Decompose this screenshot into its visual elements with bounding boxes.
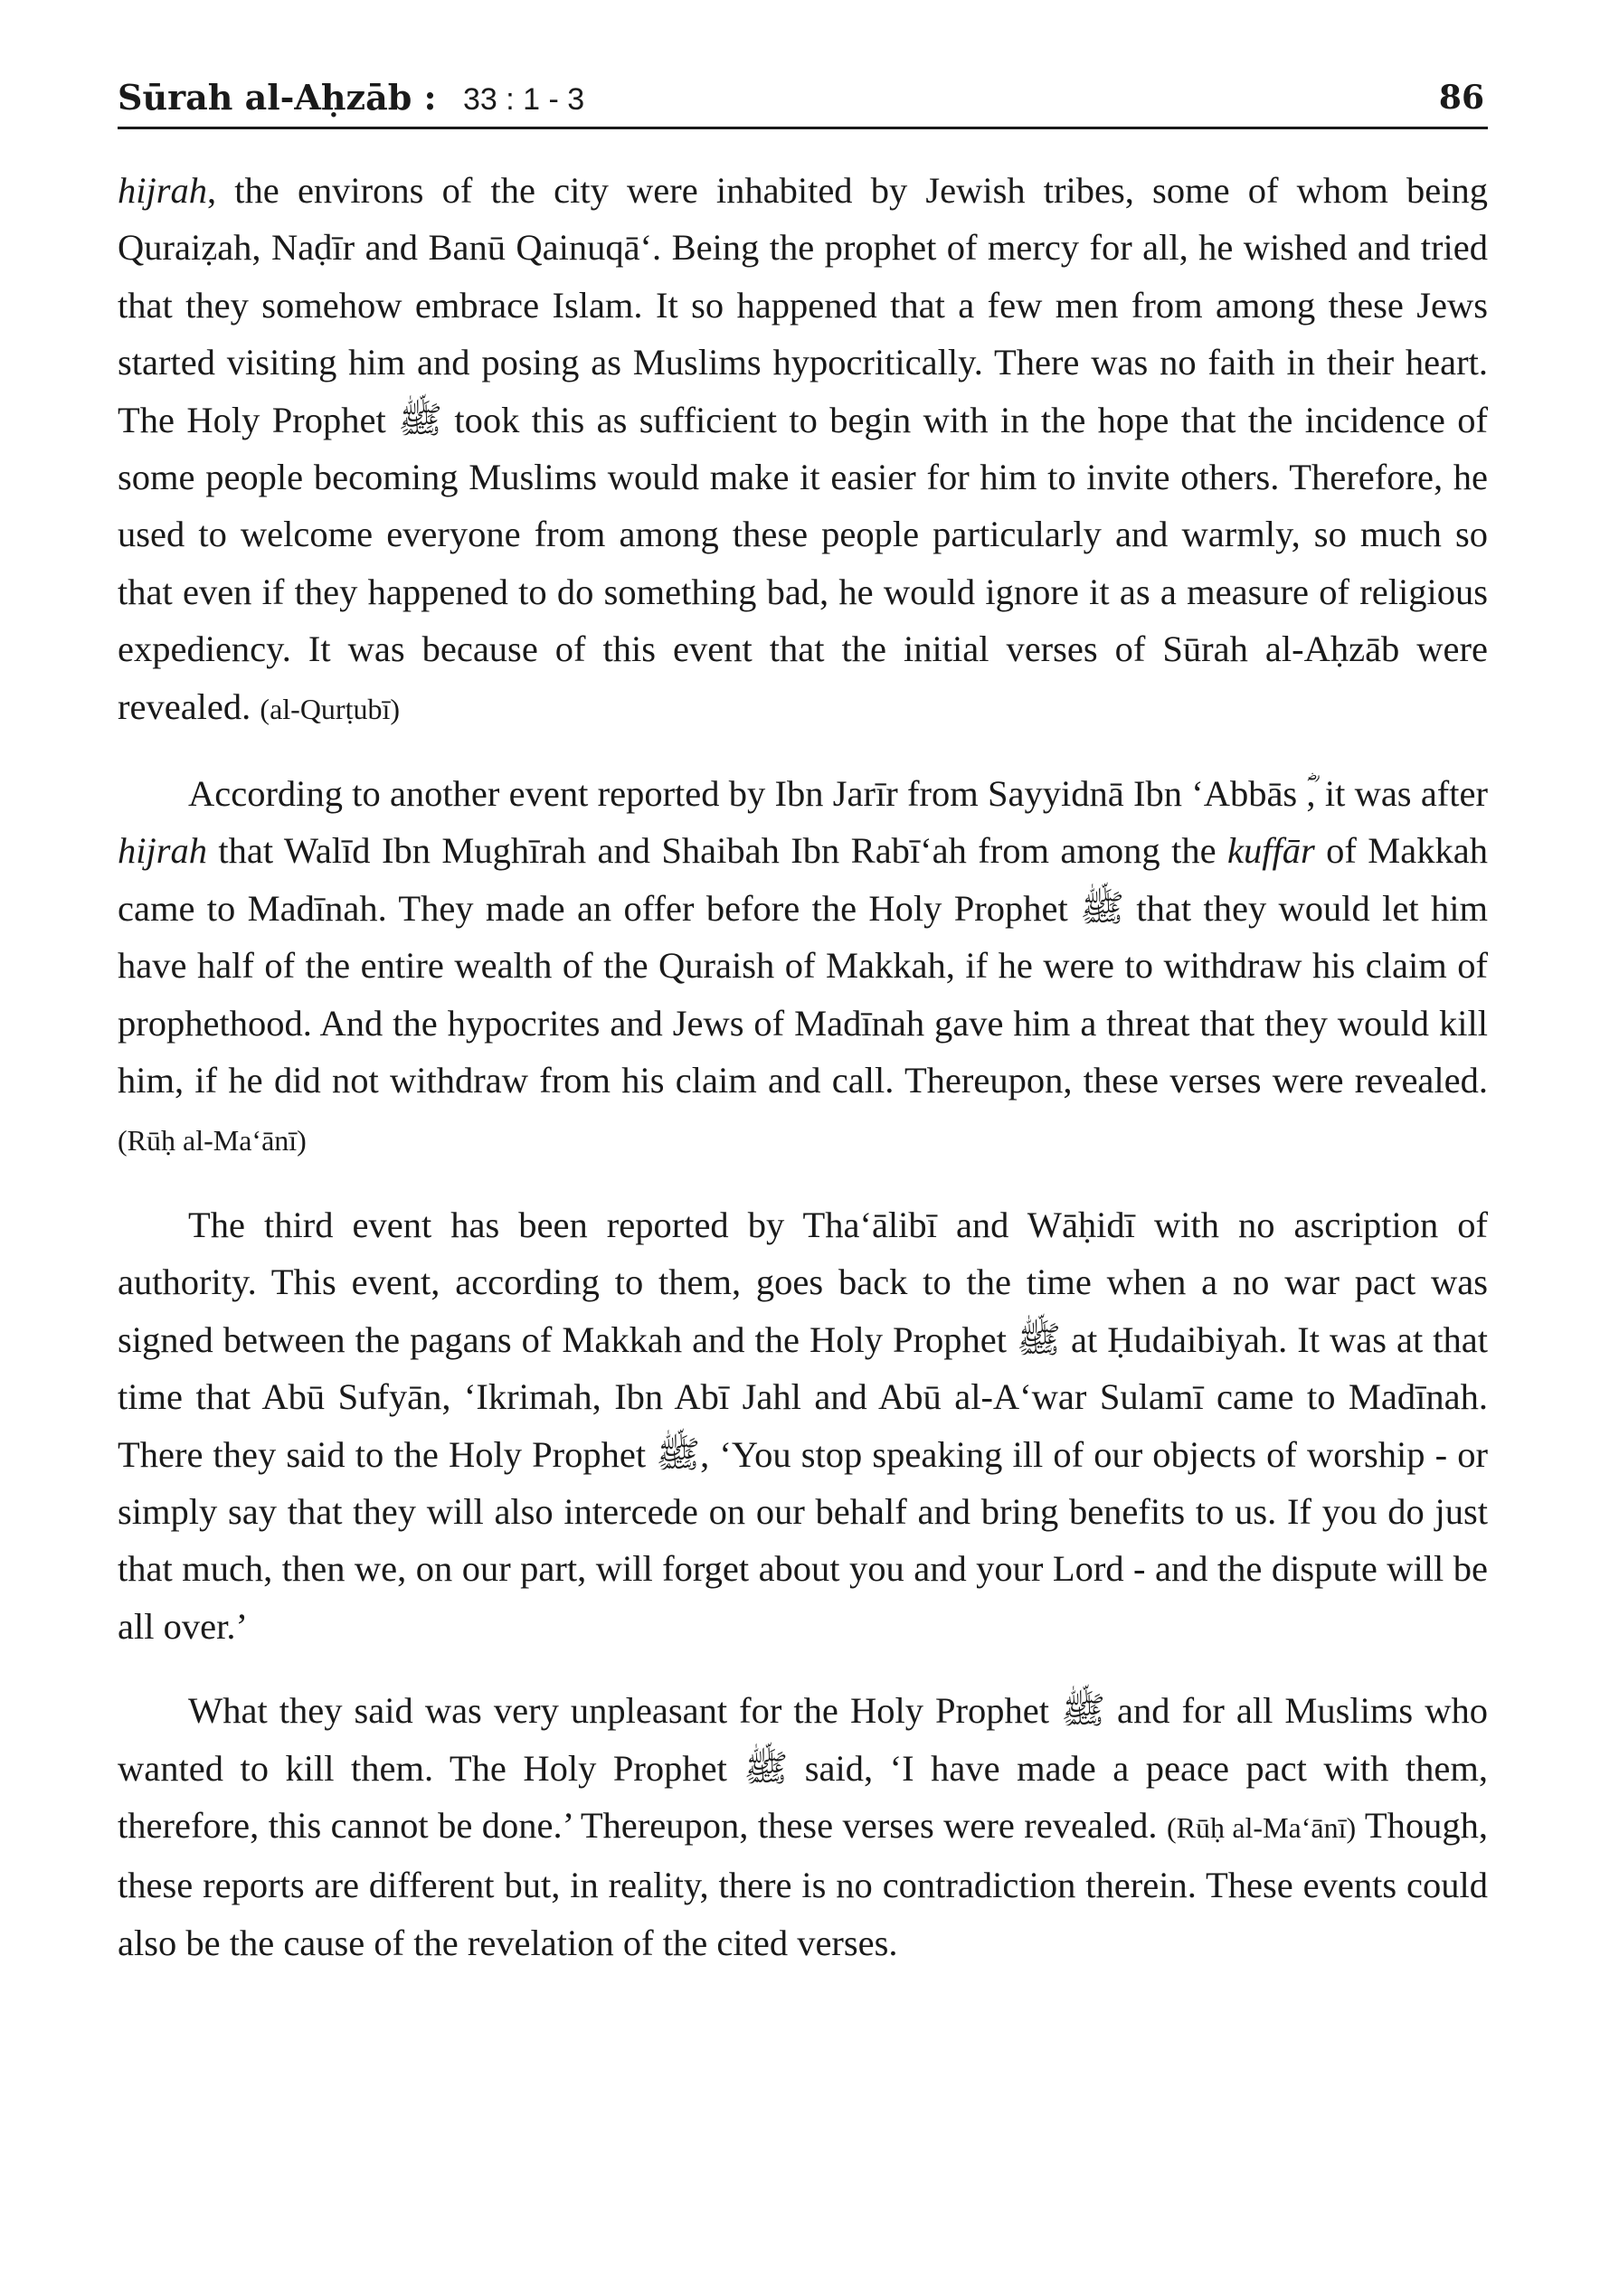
citation: (Rūḥ al-Ma‘ānī) [118,1123,307,1157]
italic-term: hijrah [118,830,208,872]
text-run: , the environs of the city were inhabited by Jewish tribes, some of whom being Quraiẓah, Naḍīr and Banū Qainuqā‘. Being the prophet of mercy for all, he wished and tried that they somehow embrace Islam. It so happened that a few men from among these Jews started visiting him and posing as Muslims hypocritically. There was no faith in their heart. The Holy Prophet ﷺ took this as sufficient to begin with in the hope that the incidence of some people becoming Muslims would make it easier for him to invite others. Therefore, he used to welcome everyone from among these people particularly and warmly, so much so that even if they happened to do something bad, he would ignore it as a measure of religious expediency. It was because of this event that the initial verses of Sūrah al-Aḥzāb were revealed. [118,170,1488,727]
text-run: What they said was very unpleasant for the Holy Prophet ﷺ and for all Muslims who wanted to kill them. The Holy Prophet ﷺ said, ‘I have made a peace pact with them, therefore, this cannot be done.’ Thereupon, these verses were revealed. [118,1690,1488,1846]
text-run: of Makkah came to Madīnah. They made an offer before the Holy Prophet ﷺ that they would let him have half of the entire wealth of the Quraish of Makkah, if he were to withdraw his claim of prophethood. And the hypocrites and Jews of Madīnah gave him a threat that they would kill him, if he did not withdraw from his claim and call. Thereupon, these verses were revealed. [118,830,1488,1101]
citation: (Rūḥ al-Ma‘ānī) [1167,1810,1357,1844]
verse-reference: 33 : 1 - 3 [463,82,585,117]
paragraph [118,765,1488,1169]
paragraph [118,1682,1488,1971]
running-header [118,74,1488,129]
text-run: The third event has been reported by Tha‘ālibī and Wāḥidī with no ascription of authority. This event, according to them, goes back to the time when a no war pact was signed between the pagans of Makkah and the Holy Prophet ﷺ at Ḥudaibiyah. It was at that time that Abū Sufyān, ‘Ikrimah, Ibn Abī Jahl and Abū al-A‘war Sulamī came to Madīnah. There they said to the Holy Prophet ﷺ, ‘You stop speaking ill of our objects of worship - or simply say that they will also intercede on our behalf and bring benefits to us. If you do just that much, then we, on our part, will forget about you and your Lord - and the dispute will be all over.’ [118,1204,1488,1647]
text-run: that Walīd Ibn Mughīrah and Shaibah Ibn Rabī‘ah from among the [207,830,1227,872]
italic-term: hijrah [118,170,208,211]
surah-title: Sūrah al-Aḥzāb : [118,77,437,118]
text-run: According to another event reported by Ibn Jarīr from Sayyidnā Ibn ‘Abbās ؓ, it was after [188,773,1488,815]
body-text [118,162,1488,1971]
paragraph [118,1196,1488,1655]
italic-term: kuffār [1226,830,1315,872]
text-run: Though, these reports are different but, in reality, there is no contradiction therein. These events could also be the cause of the revelation of the cited verses. [118,1804,1488,1963]
paragraph [118,162,1488,738]
citation: (al-Qurṭubī) [260,692,401,725]
page-number: 86 [1438,79,1484,117]
